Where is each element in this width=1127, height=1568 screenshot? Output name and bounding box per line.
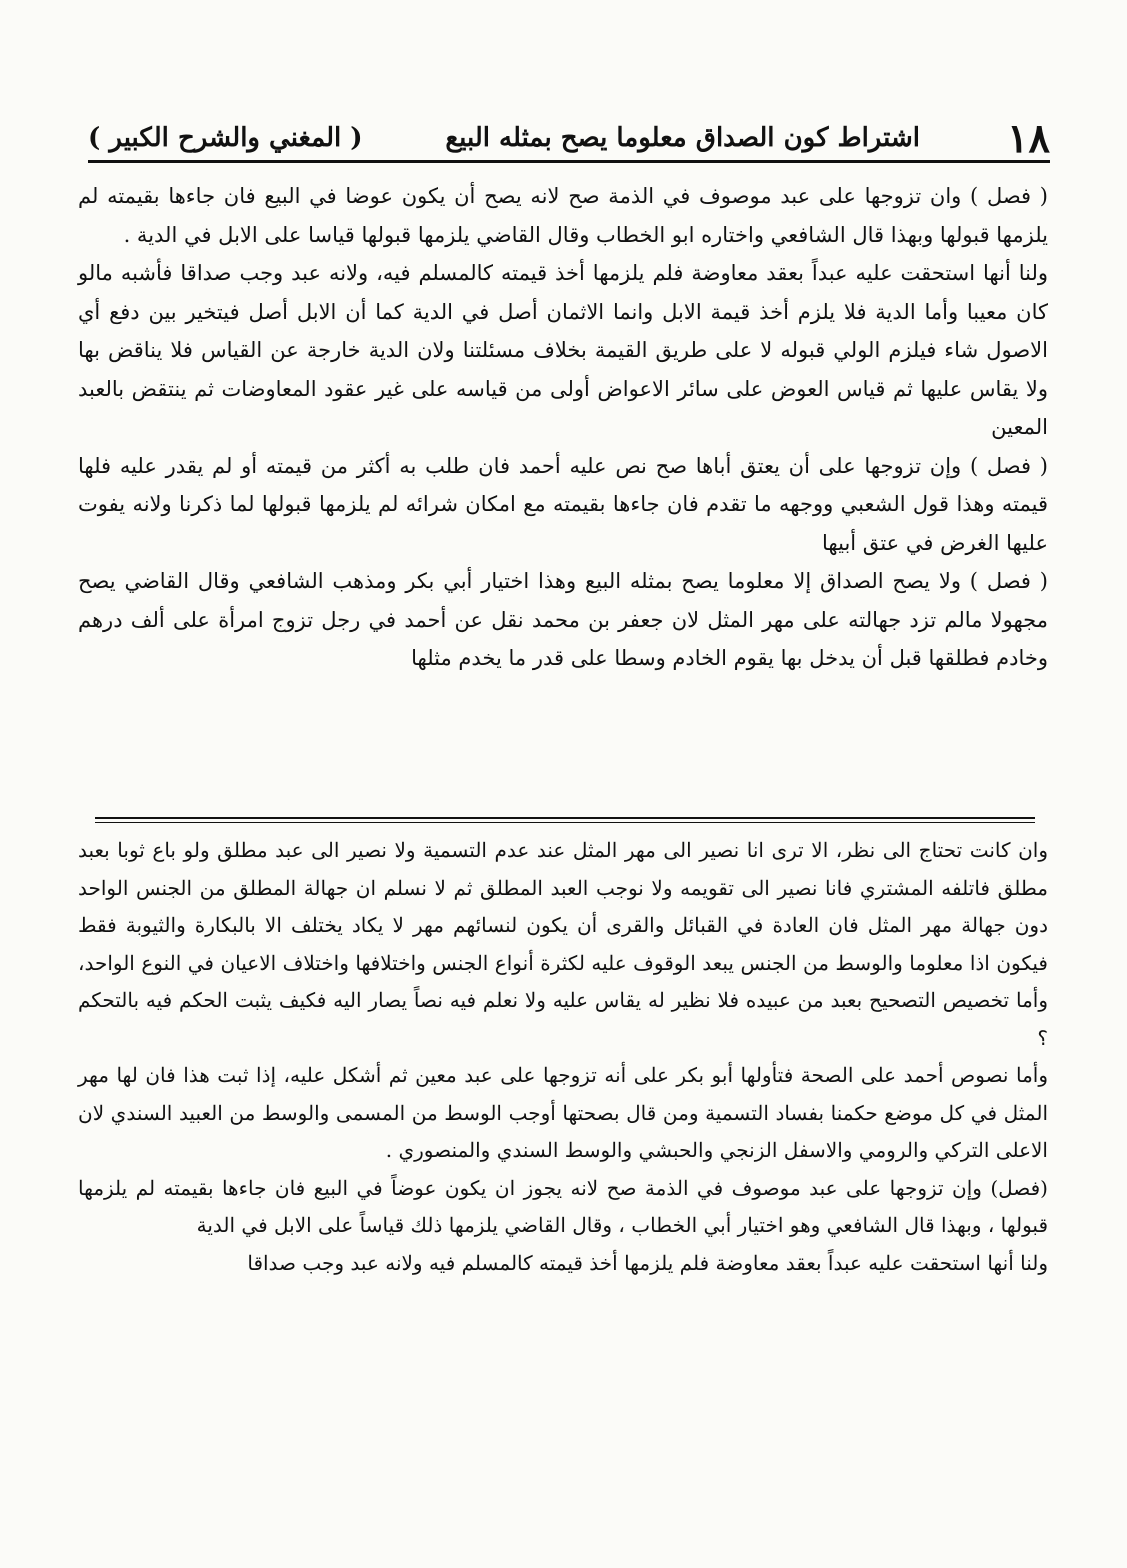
- paragraph: ولنا أنها استحقت عليه عبداً بعقد معاوضة فلم يلزمها أخذ قيمته كالمسلم فيه، ولانه عبد وجب صداقا فأشبه مالو كان معيبا وأما الدية فلا يلزم أخذ قيمة الابل وانما الاثمان أصل في الدية كما أن الابل أصل فيتخير بين دفع أي الاصول شاء فيلزم الولي قبوله لا على طريق القيمة بخلاف مسئلتنا ولان الدية خارجة عن القياس فلا يناقض بها ولا يقاس عليها ثم قياس العوض على سائر الاعواض أولى من قياسه على غير عقود المعاوضات ثم ينتقض بالعبد المعين: [78, 261, 1048, 439]
- section-divider-thin: [95, 822, 1035, 823]
- paragraph: ( فصل ) ولا يصح الصداق إلا معلوما يصح بمثله البيع وهذا اختيار أبي بكر ومذهب الشافعي وقال القاضي يصح مجهولا مالم تزد جهالته على مهر المثل لان جعفر بن محمد نقل عن أحمد في رجل تزوج امرأة على ألف درهم وخادم فطلقها قبل أن يدخل بها يقوم الخادم وسطا على قدر ما يخدم مثلها: [78, 569, 1048, 670]
- header-rule: [88, 160, 1050, 163]
- page-number: ١٨: [1007, 114, 1050, 162]
- book-title: ( المغني والشرح الكبير ): [88, 123, 363, 153]
- paragraph: وان كانت تحتاج الى نظر، الا ترى انا نصير الى مهر المثل عند عدم التسمية ولا نصير الى عبد مطلق ولو باع ثوبا بعبد مطلق فاتلفه المشتري فانا نصير الى تقويمه ولا نوجب العبد المطلق ثم لا نسلم ان جهالة المطلق من الجنس الواحد دون جهالة مهر المثل فان العادة في القبائل والقرى أن يكون لنسائهم مهر لا يكاد يختلف الا بالبكارة والثيوبة فقط فيكون اذا معلوما والوسط من الجنس يبعد الوقوف عليه لكثرة أنواع الجنس واختلافها واختلاف الاعيان في النوع الواحد، وأما تخصيص التصحيح بعبد من عبيده فلا نظير له يقاس عليه ولا نعلم فيه نصاً يصار اليه فكيف يثبت الحكم فيه بالتحكم ؟: [78, 838, 1049, 1050]
- section-divider: [95, 817, 1035, 819]
- paragraph: ( فصل ) وان تزوجها على عبد موصوف في الذمة صح لانه يصح أن يكون عوضا في البيع فان جاءها بقيمته لم يلزمها قبولها وبهذا قال الشافعي واختاره ابو الخطاب وقال القاضي يلزمها قبولها قياسا على الابل في الدية .: [78, 184, 1048, 247]
- running-title: اشتراط كون الصداق معلوما يصح بمثله البيع: [445, 123, 920, 153]
- main-text: [78, 177, 1048, 678]
- page-header: [88, 114, 1050, 162]
- paragraph: وأما نصوص أحمد على الصحة فتأولها أبو بكر على أنه تزوجها على عبد معين ثم أشكل عليه، إذا ثبت هذا فان لها مهر المثل في كل موضع حكمنا بفساد التسمية ومن قال بصحتها أوجب الوسط من المسمى والوسط من العبيد السندي لان الاعلى التركي والرومي والاسفل الزنجي والحبشي والوسط السندي والمنصوري .: [78, 1063, 1048, 1162]
- commentary-text: [78, 832, 1048, 1282]
- paragraph: ( فصل ) وإن تزوجها على أن يعتق أباها صح نص عليه أحمد فان طلب به أكثر من قيمته أو لم يقدر عليه فلها قيمته وهذا قول الشعبي ووجهه ما تقدم فان جاءها بقيمته مع امكان شرائه لم يلزمها قبولها لما ذكرنا ولانه يفوت عليها الغرض في عتق أبيها: [78, 453, 1048, 555]
- paragraph: ولنا أنها استحقت عليه عبداً بعقد معاوضة فلم يلزمها أخذ قيمته كالمسلم فيه ولانه عبد وجب صداقا: [247, 1250, 1048, 1275]
- paragraph: (فصل) وإن تزوجها على عبد موصوف في الذمة صح لانه يجوز ان يكون عوضاً في البيع فان جاءها بقيمته لم يلزمها قبولها ، وبهذا قال الشافعي وهو اختيار أبي الخطاب ، وقال القاضي يلزمها ذلك قياساً على الابل في الدية: [78, 1175, 1048, 1237]
